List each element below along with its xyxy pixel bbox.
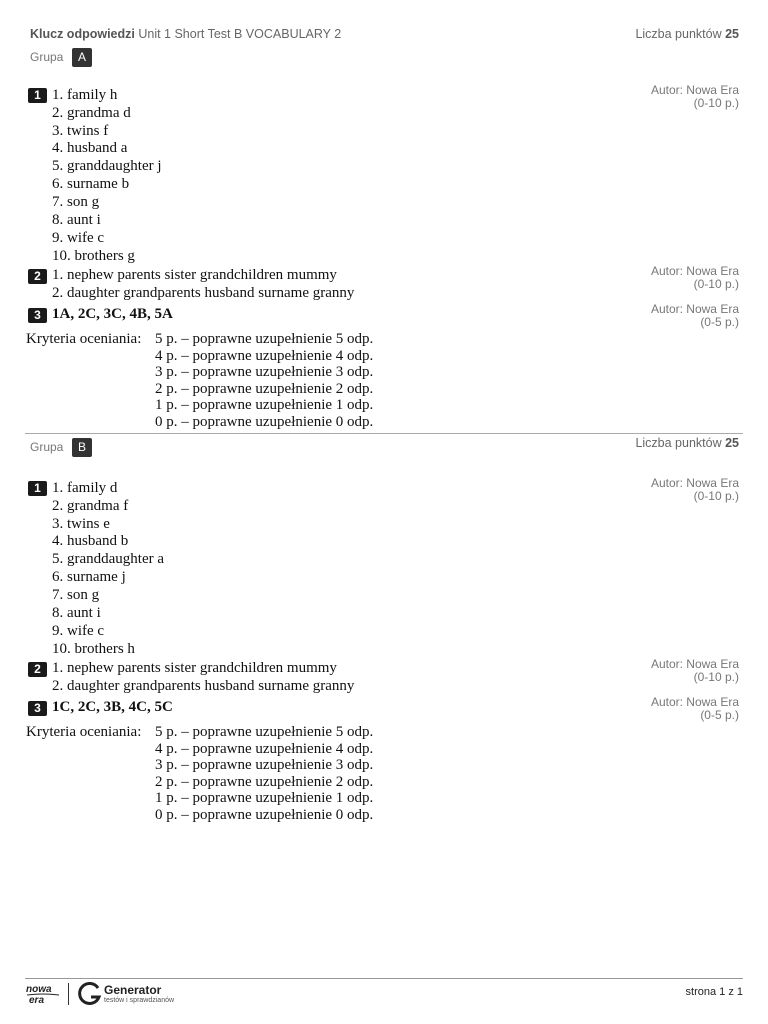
exercise-1-badge: 1 [28, 481, 47, 496]
answer-line: 4. husband a [52, 140, 128, 156]
title-rest: Unit 1 Short Test B VOCABULARY 2 [138, 27, 342, 41]
exercise-3-author [651, 303, 739, 329]
author-text: Autor: Nowa Era [650, 695, 739, 709]
group-b-points [635, 436, 739, 450]
logo-separator [68, 983, 69, 1005]
answer-line: 1. nephew parents sister grandchildren mummy [52, 267, 337, 283]
criteria-line: 2 p. – poprawne uzupełnienie 2 odp. [155, 381, 374, 397]
generator-g-icon [77, 981, 103, 1007]
answer-line: 9. wife c [52, 623, 105, 639]
points-range: (0-10 p.) [693, 277, 739, 291]
group-divider [25, 433, 743, 434]
answer-line: 4. husband b [52, 533, 129, 549]
criteria-line: 1 p. – poprawne uzupełnienie 1 odp. [155, 790, 374, 806]
answer-line: 8. aunt i [52, 212, 101, 228]
author-text: Autor: Nowa Era [650, 83, 739, 97]
exercise-2-author [651, 658, 739, 684]
points-range: (0-10 p.) [693, 96, 739, 110]
title-bold: Klucz odpowiedzi [30, 27, 135, 41]
group-b-badge: B [72, 438, 92, 457]
criteria-line: 3 p. – poprawne uzupełnienie 3 odp. [155, 757, 374, 773]
nowa-era-logo [25, 982, 61, 1006]
criteria-line: 4 p. – poprawne uzupełnienie 4 odp. [155, 348, 374, 364]
points-value: 25 [725, 27, 739, 41]
answer-line: 2. daughter grandparents husband surname granny [52, 678, 355, 694]
answer-line: 3. twins f [52, 123, 109, 139]
points-range: (0-5 p.) [700, 315, 739, 329]
svg-text:era: era [29, 995, 45, 1006]
exercise-2-author [651, 265, 739, 291]
criteria-line: 0 p. – poprawne uzupełnienie 0 odp. [155, 807, 374, 823]
svg-text:nowa: nowa [26, 984, 52, 995]
exercise-3-author [651, 696, 739, 722]
exercise-2-badge: 2 [28, 269, 47, 284]
points-label: Liczba punktów [635, 436, 722, 450]
answer-line: 5. granddaughter a [52, 551, 165, 567]
document-title [30, 27, 341, 41]
criteria-line: 3 p. – poprawne uzupełnienie 3 odp. [155, 364, 374, 380]
answer-line: 2. grandma d [52, 105, 131, 121]
author-text: Autor: Nowa Era [650, 476, 739, 490]
exercise-3-answer: 1A, 2C, 3C, 4B, 5A [52, 306, 173, 322]
criteria-line: 5 p. – poprawne uzupełnienie 5 odp. [155, 331, 374, 347]
points-label: Liczba punktów [635, 27, 722, 41]
answer-line: 1. family h [52, 87, 118, 103]
criteria-line: 0 p. – poprawne uzupełnienie 0 odp. [155, 414, 374, 430]
page-number: strona 1 z 1 [685, 986, 743, 998]
answer-line: 6. surname b [52, 176, 130, 192]
answer-line: 9. wife c [52, 230, 105, 246]
author-text: Autor: Nowa Era [650, 302, 739, 316]
answer-line: 5. granddaughter j [52, 158, 162, 174]
exercise-3-badge: 3 [28, 701, 47, 716]
exercise-1-author [651, 84, 739, 110]
answer-line: 2. daughter grandparents husband surname granny [52, 285, 355, 301]
answer-line: 2. grandma f [52, 498, 129, 514]
answer-line: 7. son g [52, 194, 100, 210]
author-text: Autor: Nowa Era [650, 264, 739, 278]
answer-line: 8. aunt i [52, 605, 101, 621]
answer-line: 10. brothers g [52, 248, 135, 264]
author-text: Autor: Nowa Era [650, 657, 739, 671]
answer-line: 1. nephew parents sister grandchildren mummy [52, 660, 337, 676]
answer-line: 7. son g [52, 587, 100, 603]
answer-line: 3. twins e [52, 516, 110, 532]
points-range: (0-10 p.) [693, 489, 739, 503]
points-range: (0-10 p.) [693, 670, 739, 684]
exercise-1-badge: 1 [28, 88, 47, 103]
exercise-3-badge: 3 [28, 308, 47, 323]
answer-line: 10. brothers h [52, 641, 135, 657]
criteria-line: 2 p. – poprawne uzupełnienie 2 odp. [155, 774, 374, 790]
group-a-label: Grupa [30, 50, 64, 64]
criteria-line: 5 p. – poprawne uzupełnienie 5 odp. [155, 724, 374, 740]
points-range: (0-5 p.) [700, 708, 739, 722]
points-total [635, 27, 739, 41]
generator-logo-title: Generator [104, 983, 162, 997]
answer-line: 1. family d [52, 480, 118, 496]
criteria-line: 1 p. – poprawne uzupełnienie 1 odp. [155, 397, 374, 413]
criteria-label: Kryteria oceniania: [26, 331, 142, 347]
exercise-2-badge: 2 [28, 662, 47, 677]
exercise-3-answer: 1C, 2C, 3B, 4C, 5C [52, 699, 173, 715]
exercise-1-author [651, 477, 739, 503]
answer-line: 6. surname j [52, 569, 126, 585]
group-b-label: Grupa [30, 440, 64, 454]
footer-divider [25, 978, 743, 979]
points-value: 25 [725, 436, 739, 450]
criteria-line: 4 p. – poprawne uzupełnienie 4 odp. [155, 741, 374, 757]
group-a-badge: A [72, 48, 92, 67]
criteria-label: Kryteria oceniania: [26, 724, 142, 740]
generator-logo-subtitle: testów i sprawdzianów [104, 997, 175, 1004]
